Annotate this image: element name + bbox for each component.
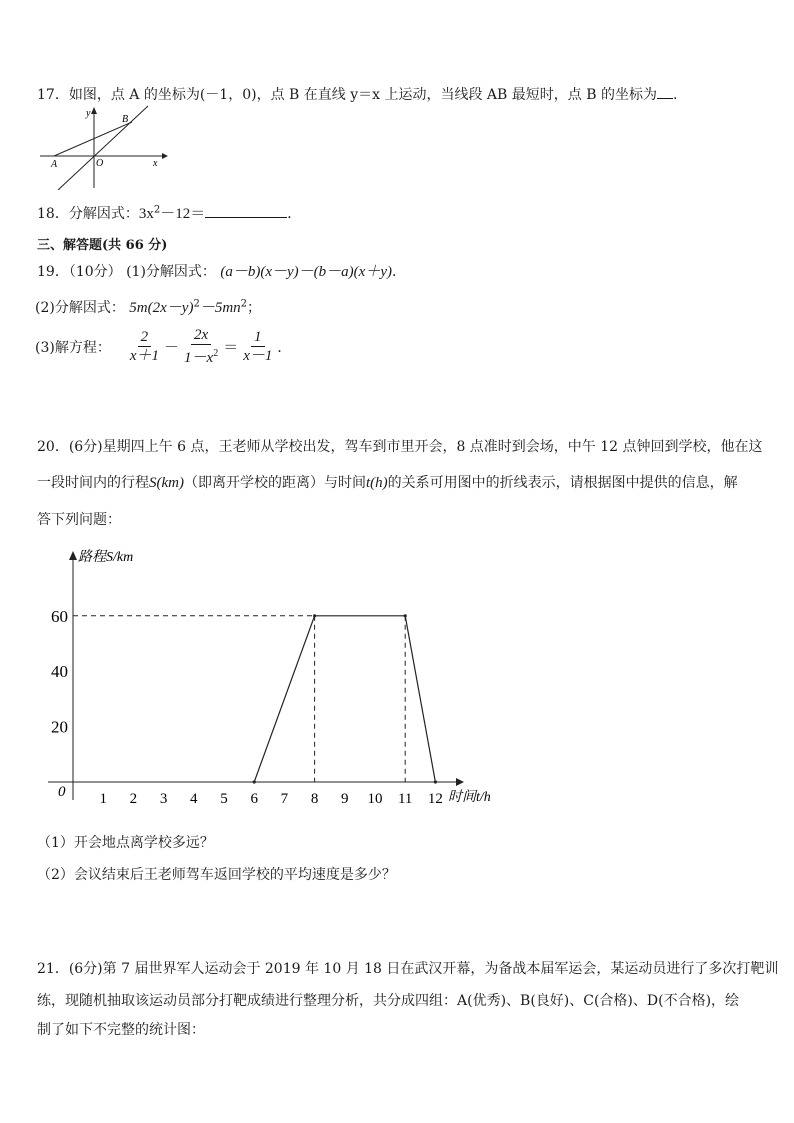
section-3-title: 三、解答题(共 66 分) [37, 238, 168, 253]
q20-line2: 一段时间内的行程S(km)（即离开学校的距离）与时间t(h)的关系可用图中的折线表示，请根据图中提供的信息，解 [37, 475, 738, 491]
chart-y-axis-arrow [69, 551, 77, 560]
q19-part1: 19．（10分） (1)分解因式： (a－b)(x－y)－(b－a)(x＋y)． [37, 264, 406, 280]
chart-x-axis-label: 时间t/h [448, 790, 491, 805]
q21-line3: 制了如下不完整的统计图： [37, 1022, 205, 1038]
chart-x-tick-label: 6 [250, 791, 258, 807]
chart-data-point [404, 614, 407, 617]
chart-x-tick-label: 7 [280, 791, 289, 807]
chart-x-tick-label: 1 [99, 791, 107, 807]
chart-y-tick-label: 40 [51, 662, 68, 682]
chart-x-tick-label: 5 [220, 791, 228, 807]
q17-figure [36, 104, 168, 190]
q17-segment-ab [54, 122, 132, 156]
chart-x-tick-label: 10 [367, 791, 383, 807]
q17-x-label: x [153, 158, 158, 169]
q17-answer-blank [657, 86, 673, 99]
q19-fraction-2: $\frac{2x}{1-x^2}$ [184, 327, 219, 366]
q19-part3: (3)解方程： $\frac{2}{x+1}$ － $\frac{2x}{1-x^2}$ ＝ $\frac{1}{x-1}$ ． [35, 327, 292, 366]
chart-x-tick-label: 4 [190, 791, 198, 807]
q17-x-arrow [162, 153, 168, 159]
chart-series-line [254, 616, 435, 782]
q17-y-arrow [91, 107, 97, 114]
chart-x-tick-label: 9 [341, 791, 349, 807]
chart-y-tick-label: 20 [51, 717, 68, 737]
q18: 18．分解因式：$3x^2-12=$ ． [37, 204, 302, 222]
q17-y-label: y [86, 108, 91, 119]
q19-fraction-1: $\frac{2}{x+1}$ [129, 329, 160, 364]
q20-line1: 20．(6分)星期四上午 6 点，王老师从学校出发，驾车到市里开会，8 点准时到会场，中午 12 点钟回到学校，他在这 [37, 439, 763, 455]
chart-x-tick-label: 11 [397, 791, 413, 807]
q21-line1: 21．(6分)第 7 届世界军人运动会于 2019 年 10 月 18 日在武汉开幕，为备战本届军运会，某运动员进行了多次打靶训 [37, 961, 779, 977]
chart-data-point [434, 780, 437, 783]
chart-data-point [313, 614, 316, 617]
chart-origin-label: 0 [58, 784, 66, 800]
chart-x-tick-label: 2 [129, 791, 138, 807]
q17-point-a-label: A [51, 159, 58, 170]
chart-x-axis-arrow [456, 778, 464, 786]
q17-point-b-label: B [122, 114, 129, 125]
q20-subquestion-2: （2）会议结束后王老师驾车返回学校的平均速度是多少？ [37, 867, 396, 883]
chart-x-tick-label: 3 [159, 791, 168, 807]
chart-data-point [253, 780, 256, 783]
q20-distance-time-chart [40, 540, 510, 815]
q18-answer-blank [205, 205, 287, 218]
q21-line2: 练，现随机抽取该运动员部分打靶成绩进行整理分析，共分成四组：A(优秀)、B(良好)、C(合格)、D(不合格)，绘 [37, 993, 740, 1009]
chart-x-tick-label: 8 [310, 791, 319, 807]
chart-x-tick-label: 12 [427, 791, 443, 807]
q20-line3: 答下列问题： [37, 512, 121, 528]
q20-subquestion-1: （1）开会地点离学校多远？ [37, 835, 214, 851]
q19-part2: (2)分解因式： $5m(2x-y)^2-5mn^2$； [35, 298, 262, 316]
chart-y-axis-label: 路程S/km [78, 550, 134, 565]
q17-origin-label: O [96, 158, 104, 169]
chart-y-tick-label: 60 [51, 606, 68, 626]
q17-text: 17．如图，点 A 的坐标为(－1，0)，点 B 在直线 y＝x 上运动，当线段 AB 最短时，点 B 的坐标为 . [37, 87, 678, 103]
q19-fraction-3: $\frac{1}{x-1}$ [243, 329, 273, 364]
